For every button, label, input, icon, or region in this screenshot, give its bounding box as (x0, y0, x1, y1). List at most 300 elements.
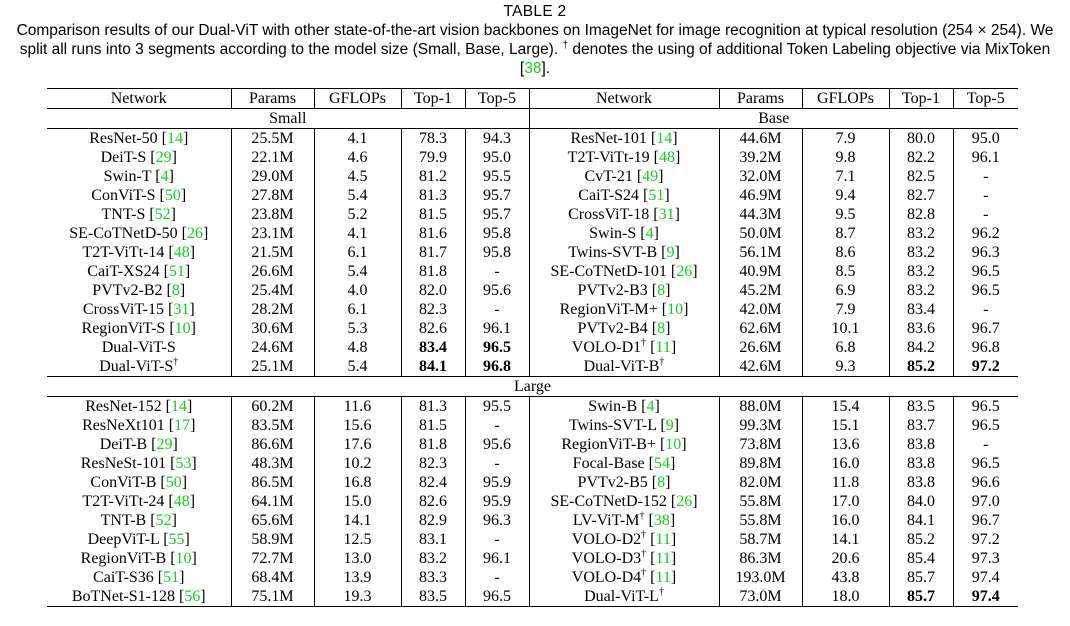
gflops-cell: 9.5 (802, 205, 889, 224)
network-name: SE-CoTNetD-50 (69, 224, 178, 242)
citation-link[interactable]: 9 (666, 243, 675, 261)
citation-link[interactable]: 17 (174, 416, 191, 434)
citation-link[interactable]: 11 (655, 530, 671, 548)
gflops-cell: 6.9 (802, 281, 889, 300)
top1-cell: 83.8 (889, 435, 953, 454)
network-name-cell: ResNet-101 [14] (529, 129, 719, 149)
network-name: SE-CoTNetD-152 (550, 492, 667, 510)
top5-cell: 95.7 (465, 186, 529, 205)
dagger-symbol: † (641, 337, 647, 349)
gflops-cell: 20.6 (802, 549, 889, 568)
params-cell: 60.2M (231, 397, 314, 417)
top5-cell: - (465, 568, 529, 587)
table-row (47, 167, 1018, 186)
network-name: ResNet-152 (85, 397, 162, 415)
top5-cell: 95.0 (465, 148, 529, 167)
gflops-cell: 17.6 (314, 435, 401, 454)
table-row (47, 492, 1018, 511)
params-cell: 23.1M (231, 224, 314, 243)
top1-cell: 85.2 (889, 530, 953, 549)
params-cell: 88.0M (719, 397, 802, 417)
network-name: Swin-B (588, 397, 638, 415)
params-cell: 39.2M (719, 148, 802, 167)
network-name-cell: ResNet-50 [14] (47, 129, 231, 149)
gflops-cell: 14.1 (314, 511, 401, 530)
bold-value: 83.4 (419, 338, 447, 356)
top1-cell: 83.2 (401, 549, 465, 568)
gflops-cell: 9.4 (802, 186, 889, 205)
params-cell: 44.3M (719, 205, 802, 224)
table-caption (0, 0, 1070, 78)
top5-cell: - (983, 435, 989, 453)
table-row (47, 568, 1018, 587)
top5-cell (465, 338, 529, 357)
gflops-cell: 11.8 (802, 473, 889, 492)
params-cell: 86.3M (719, 549, 802, 568)
table-row (47, 454, 1018, 473)
params-cell: 25.5M (231, 129, 314, 149)
network-name-cell (529, 587, 719, 607)
table-row (47, 186, 1018, 205)
params-cell: 99.3M (719, 416, 802, 435)
network-name-cell: DeepViT-L [55] (47, 530, 231, 549)
segment-label-small: Small (47, 109, 529, 129)
gflops-cell: 9.8 (802, 148, 889, 167)
top1-cell: 82.6 (401, 492, 465, 511)
top1-cell: 83.4 (889, 300, 953, 319)
table-row (47, 338, 1018, 357)
network-name: LV-ViT-M (572, 511, 640, 529)
gflops-cell: 4.5 (314, 167, 401, 186)
citation-link[interactable]: 10 (174, 319, 191, 337)
network-name-cell: TNT-S [52] (47, 205, 231, 224)
gflops-cell: 6.8 (802, 338, 889, 357)
top5-cell: - (983, 300, 989, 318)
citation-link[interactable]: 11 (655, 568, 671, 586)
citation-link[interactable]: 31 (658, 205, 675, 223)
network-name: ResNeXt101 (82, 416, 165, 434)
network-name-cell: CrossViT-15 [31] (47, 300, 231, 319)
network-name: PVTv2-B2 (92, 281, 163, 299)
citation-link[interactable]: 51 (168, 262, 185, 280)
table-row (47, 243, 1018, 262)
top5-cell: 95.6 (465, 435, 529, 454)
params-cell: 45.2M (719, 281, 802, 300)
gflops-cell: 5.4 (314, 357, 401, 377)
top1-cell: 82.2 (889, 148, 953, 167)
citation-link[interactable]: 52 (155, 511, 172, 529)
top5-cell: 95.6 (465, 281, 529, 300)
top1-cell: 84.2 (889, 338, 953, 357)
citation-link[interactable]: 9 (665, 416, 674, 434)
params-cell: 83.5M (231, 416, 314, 435)
top1-cell: 82.9 (401, 511, 465, 530)
params-cell: 27.8M (231, 186, 314, 205)
top5-cell: 95.5 (465, 397, 529, 417)
bold-value: 97.4 (971, 587, 1000, 605)
top1-cell (889, 357, 953, 377)
params-cell: 73.8M (719, 435, 802, 454)
citation-link[interactable]: 8 (171, 281, 180, 299)
header-top1: Top-1 (401, 89, 465, 109)
table-row (47, 357, 1018, 377)
network-name-cell (529, 357, 719, 377)
top1-cell: 82.8 (889, 205, 953, 224)
citation-link[interactable]: 4 (646, 397, 655, 415)
top1-cell: 79.9 (401, 148, 465, 167)
top5-cell: 96.5 (971, 416, 1000, 434)
network-name-cell: ResNet-152 [14] (47, 397, 231, 417)
citation-link[interactable]: 26 (676, 492, 693, 510)
top5-cell: - (465, 300, 529, 319)
top5-cell: 96.5 (971, 262, 1000, 280)
table-row (47, 129, 1018, 149)
network-name: Dual-ViT-S (101, 338, 176, 356)
network-name: Dual-ViT-S (99, 357, 174, 375)
gflops-cell: 16.0 (802, 454, 889, 473)
network-name: TNT-B (100, 511, 147, 529)
dagger-symbol: † (641, 548, 647, 560)
top1-cell: 82.4 (401, 473, 465, 492)
top1-cell (401, 357, 465, 377)
citation-link[interactable]: 29 (155, 148, 172, 166)
table-row (47, 224, 1018, 243)
network-name: VOLO-D4 (571, 568, 642, 586)
header-params: Params (719, 89, 802, 109)
table-row (47, 549, 1018, 568)
network-name: RegionViT-S (81, 319, 166, 337)
dagger-symbol: † (173, 356, 179, 368)
params-cell: 56.1M (719, 243, 802, 262)
citation-link[interactable]: 4 (645, 224, 654, 242)
top1-cell: 83.8 (889, 473, 953, 492)
top1-cell: 83.8 (889, 454, 953, 473)
network-name: RegionViT-M+ (559, 300, 658, 318)
caption-text (10, 21, 1060, 78)
network-name-cell: CrossViT-18 [31] (529, 205, 719, 224)
top1-cell: 82.3 (401, 300, 465, 319)
params-cell: 50.0M (719, 224, 802, 243)
gflops-cell: 12.5 (314, 530, 401, 549)
params-cell: 25.1M (231, 357, 314, 377)
citation-link[interactable]: 52 (154, 205, 171, 223)
table-row (47, 262, 1018, 281)
header-top1: Top-1 (889, 89, 953, 109)
top5-cell: 96.5 (465, 587, 529, 607)
network-name: DeiT-S (100, 148, 147, 166)
top5-cell: 96.7 (971, 511, 1000, 529)
gflops-cell: 5.2 (314, 205, 401, 224)
network-name: ConViT-S (91, 186, 156, 204)
citation-link[interactable]: 50 (165, 473, 182, 491)
citation-link[interactable]: 49 (642, 167, 659, 185)
top5-cell: 95.9 (465, 492, 529, 511)
dagger-symbol: † (639, 510, 645, 522)
network-name-cell: T2T-ViTt-24 [48] (47, 492, 231, 511)
params-cell: 62.6M (719, 319, 802, 338)
network-name-cell: ConViT-B [50] (47, 473, 231, 492)
top5-cell: - (465, 530, 529, 549)
bold-value: 97.2 (971, 357, 1000, 375)
params-cell: 58.9M (231, 530, 314, 549)
network-name-cell: RegionViT-B+ [10] (529, 435, 719, 454)
citation-link[interactable]: 56 (184, 587, 201, 605)
citation-link[interactable]: 14 (166, 129, 183, 147)
citation-link[interactable]: 11 (655, 549, 671, 567)
network-name-cell: Twins-SVT-B [9] (529, 243, 719, 262)
citation-link[interactable]: 50 (164, 186, 181, 204)
params-cell: 29.0M (231, 167, 314, 186)
top1-cell: 81.3 (401, 397, 465, 417)
network-name: T2T-ViTt-24 (82, 492, 165, 510)
network-name-cell: SE-CoTNetD-50 [26] (47, 224, 231, 243)
top1-cell: 83.5 (889, 397, 953, 417)
top1-cell: 83.2 (889, 243, 953, 262)
table-row (47, 416, 1018, 435)
gflops-cell: 15.6 (314, 416, 401, 435)
citation-link[interactable]: 29 (156, 435, 173, 453)
citation-link[interactable]: 48 (173, 492, 190, 510)
network-name: Twins-SVT-B (568, 243, 658, 261)
top1-cell: 81.5 (401, 416, 465, 435)
network-name-cell: LV-ViT-M† [38] (529, 511, 719, 530)
top1-cell: 85.4 (889, 549, 953, 568)
top5-cell (953, 587, 1018, 607)
citation-link[interactable]: 53 (175, 454, 192, 472)
network-name: VOLO-D1 (571, 338, 642, 356)
top5-cell: 97.4 (971, 568, 1000, 586)
network-name-cell: VOLO-D3† [11] (529, 549, 719, 568)
network-name-cell: VOLO-D2† [11] (529, 530, 719, 549)
citation-link[interactable]: 4 (160, 167, 169, 185)
network-name-cell: CaiT-XS24 [51] (47, 262, 231, 281)
gflops-cell: 18.0 (802, 587, 889, 607)
table-row (47, 435, 1018, 454)
citation-link[interactable]: 48 (173, 243, 190, 261)
network-name-cell: PVTv2-B3 [8] (529, 281, 719, 300)
gflops-cell: 6.1 (314, 300, 401, 319)
gflops-cell: 13.0 (314, 549, 401, 568)
top1-cell: 82.6 (401, 319, 465, 338)
gflops-cell: 8.7 (802, 224, 889, 243)
gflops-cell: 13.9 (314, 568, 401, 587)
params-cell: 44.6M (719, 129, 802, 149)
params-cell: 25.4M (231, 281, 314, 300)
network-name-cell: BoTNet-S1-128 [56] (47, 587, 231, 607)
top1-cell (401, 338, 465, 357)
network-name: PVTv2-B5 (577, 473, 648, 491)
top1-cell: 81.8 (401, 435, 465, 454)
citation-link[interactable]: 54 (653, 454, 670, 472)
network-name: TNT-S (101, 205, 146, 223)
top5-cell: 96.1 (465, 319, 529, 338)
params-cell: 55.8M (719, 511, 802, 530)
params-cell: 40.9M (719, 262, 802, 281)
network-name: RegionViT-B+ (561, 435, 656, 453)
gflops-cell: 8.5 (802, 262, 889, 281)
gflops-cell: 6.1 (314, 243, 401, 262)
caption-text-dagger: denotes the using of additional Token Labeling objective via MixToken [ (519, 41, 1051, 77)
network-name: Swin-S (589, 224, 637, 242)
top5-cell: 96.2 (971, 224, 1000, 242)
citation-link[interactable]: 26 (676, 262, 693, 280)
network-name-cell: PVTv2-B5 [8] (529, 473, 719, 492)
params-cell: 64.1M (231, 492, 314, 511)
network-name: Swin-T (103, 167, 152, 185)
top1-cell (889, 587, 953, 607)
top5-cell: - (465, 454, 529, 473)
gflops-cell: 4.1 (314, 129, 401, 149)
table-row (47, 319, 1018, 338)
network-name-cell: ResNeXt101 [17] (47, 416, 231, 435)
network-name: SE-CoTNetD-101 (550, 262, 667, 280)
top1-cell: 83.2 (889, 281, 953, 300)
top5-cell: 96.7 (971, 319, 1000, 337)
header-network: Network (529, 89, 719, 109)
params-cell: 30.6M (231, 319, 314, 338)
top5-cell: - (983, 205, 989, 223)
gflops-cell: 13.6 (802, 435, 889, 454)
params-cell: 72.7M (231, 549, 314, 568)
gflops-cell: 4.8 (314, 338, 401, 357)
bold-value: 85.7 (907, 587, 935, 605)
dagger-symbol: † (641, 529, 647, 541)
top5-cell: 95.5 (465, 167, 529, 186)
network-name-cell: T2T-ViTt-19 [48] (529, 148, 719, 167)
gflops-cell: 5.4 (314, 262, 401, 281)
top5-cell: 97.2 (971, 530, 1000, 548)
bold-value: 84.1 (419, 357, 447, 375)
bold-value: 96.5 (483, 338, 511, 356)
network-name: Dual-ViT-L (584, 587, 659, 605)
citation-link[interactable]: 8 (657, 473, 666, 491)
params-cell: 73.0M (719, 587, 802, 607)
params-cell: 32.0M (719, 167, 802, 186)
network-name-cell: PVTv2-B4 [8] (529, 319, 719, 338)
network-name: CaiT-S24 (578, 186, 640, 204)
citation-link[interactable]: 11 (655, 338, 671, 356)
params-cell: 21.5M (231, 243, 314, 262)
network-name: CaiT-XS24 (87, 262, 160, 280)
citation-link[interactable]: 38 (653, 511, 670, 529)
gflops-cell: 10.2 (314, 454, 401, 473)
citation-link[interactable]: 48 (659, 148, 675, 166)
gflops-cell: 7.1 (802, 167, 889, 186)
citation-link[interactable]: 26 (186, 224, 203, 242)
top1-cell: 81.3 (401, 186, 465, 205)
top1-cell: 84.1 (889, 511, 953, 530)
params-cell: 23.8M (231, 205, 314, 224)
top5-cell: 96.3 (465, 511, 529, 530)
network-name: DeiT-B (99, 435, 148, 453)
table-row (47, 473, 1018, 492)
top5-cell: 95.8 (465, 224, 529, 243)
citation-link[interactable]: 8 (657, 319, 666, 337)
citation-link[interactable]: 55 (168, 530, 185, 548)
gflops-cell: 7.9 (802, 300, 889, 319)
top5-cell: - (465, 262, 529, 281)
gflops-cell: 11.6 (314, 397, 401, 417)
dagger-symbol: † (641, 567, 647, 579)
params-cell: 28.2M (231, 300, 314, 319)
network-name: VOLO-D3 (571, 549, 642, 567)
top5-cell: 95.7 (465, 205, 529, 224)
network-name-cell: ResNeSt-101 [53] (47, 454, 231, 473)
segment-label-large: Large (47, 377, 1018, 397)
citation-link[interactable]: 14 (170, 397, 187, 415)
network-name-cell: PVTv2-B2 [8] (47, 281, 231, 300)
network-name-cell: RegionViT-S [10] (47, 319, 231, 338)
citation-link[interactable]: 14 (656, 129, 673, 147)
caption-text-end: ]. (541, 60, 551, 77)
top5-cell: - (983, 167, 989, 185)
citation-link[interactable]: 10 (175, 549, 192, 567)
gflops-cell: 19.3 (314, 587, 401, 607)
params-cell: 55.8M (719, 492, 802, 511)
segment-row-small-base (47, 109, 1018, 129)
caption-citation[interactable]: 38 (524, 60, 542, 77)
top1-cell: 83.7 (889, 416, 953, 435)
top1-cell: 83.2 (889, 224, 953, 243)
citation-link[interactable]: 8 (657, 281, 666, 299)
gflops-cell: 16.8 (314, 473, 401, 492)
top1-cell: 83.6 (889, 319, 953, 338)
top1-cell: 83.1 (401, 530, 465, 549)
gflops-cell: 17.0 (802, 492, 889, 511)
network-name-cell: RegionViT-B [10] (47, 549, 231, 568)
params-cell: 193.0M (719, 568, 802, 587)
network-name: ConViT-B (90, 473, 157, 491)
top5-cell (465, 357, 529, 377)
table-row (47, 587, 1018, 607)
gflops-cell: 9.3 (802, 357, 889, 377)
gflops-cell: 16.0 (802, 511, 889, 530)
citation-link[interactable]: 51 (163, 568, 180, 586)
table-row (47, 530, 1018, 549)
top5-cell: 96.6 (971, 473, 1000, 491)
citation-link[interactable]: 10 (665, 435, 682, 453)
params-cell: 26.6M (231, 262, 314, 281)
network-name-cell: ConViT-S [50] (47, 186, 231, 205)
network-name: Focal-Base (572, 454, 645, 472)
top1-cell: 82.3 (401, 454, 465, 473)
citation-link[interactable]: 31 (173, 300, 190, 318)
top5-cell: 96.5 (971, 454, 1000, 472)
header-params: Params (231, 89, 314, 109)
header-row (47, 89, 1018, 109)
citation-link[interactable]: 10 (667, 300, 684, 318)
params-cell: 58.7M (719, 530, 802, 549)
top5-cell: 96.8 (971, 338, 1000, 356)
network-name-cell: CaiT-S24 [51] (529, 186, 719, 205)
table-row (47, 300, 1018, 319)
top5-cell: - (983, 186, 989, 204)
table-label: TABLE 2 (503, 3, 567, 20)
header-gflops: GFLOPs (314, 89, 401, 109)
dagger-symbol: † (562, 39, 569, 51)
network-name-cell: TNT-B [52] (47, 511, 231, 530)
network-name-cell: RegionViT-M+ [10] (529, 300, 719, 319)
network-name: CaiT-S36 (93, 568, 154, 586)
params-cell: 42.6M (719, 357, 802, 377)
gflops-cell: 15.1 (802, 416, 889, 435)
citation-link[interactable]: 51 (648, 186, 665, 204)
network-name-cell: T2T-ViTt-14 [48] (47, 243, 231, 262)
top1-cell: 82.7 (889, 186, 953, 205)
gflops-cell: 4.6 (314, 148, 401, 167)
gflops-cell: 14.1 (802, 530, 889, 549)
segment-row-large (47, 377, 1018, 397)
